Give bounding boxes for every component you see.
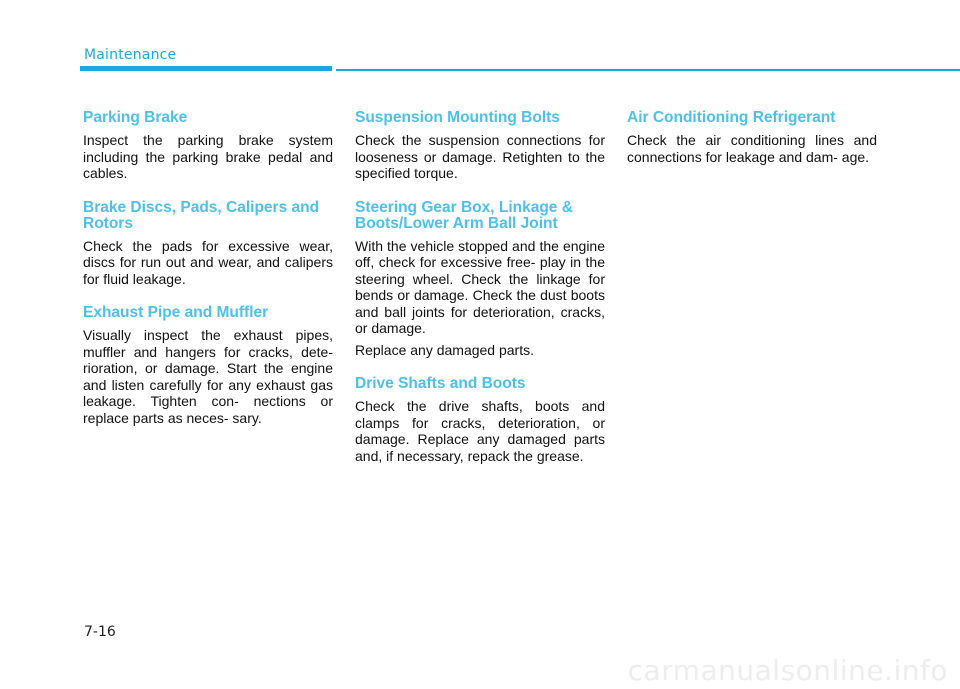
topic-title: Brake Discs, Pads, Calipers and Rotors [83, 198, 320, 232]
header-rule-thin [336, 69, 960, 71]
column-3 [627, 110, 877, 183]
topic-paragraph: Check the pads for excessive wear, discs for run out and wear, and calipers for fluid leakage. [83, 237, 333, 287]
topic-title: Suspension Mounting Bolts [355, 109, 560, 126]
topic-paragraph: Check the air conditioning lines and connections for leakage and dam- age. [627, 132, 877, 165]
topic-steering-gear [355, 200, 605, 359]
header-rule-thick [80, 66, 332, 71]
column-2 [355, 110, 605, 482]
topic-paragraph: Replace any damaged parts. [355, 341, 534, 358]
topic-paragraph: Check the drive shafts, boots and clamps for cracks, deterioration, or damage. Replace any damaged parts and, if necessary, repack the grease. [355, 398, 605, 464]
topic-brake-discs [83, 200, 333, 288]
topic-title: Parking Brake [83, 109, 188, 126]
watermark: carmanualsonline.info [627, 654, 948, 687]
topic-exhaust-pipe [83, 305, 333, 426]
topic-suspension-bolts [355, 110, 605, 182]
topic-ac-refrigerant [627, 110, 877, 165]
topic-title: Exhaust Pipe and Muffler [83, 304, 269, 321]
topic-title: Steering Gear Box, Linkage & Boots/Lower Arm Ball Joint [355, 198, 573, 232]
page-number: 7-16 [84, 624, 116, 640]
topic-title: Drive Shafts and Boots [355, 375, 526, 392]
column-1 [83, 110, 333, 444]
topic-parking-brake [83, 110, 333, 182]
section-label: Maintenance [84, 47, 177, 63]
topic-paragraph: Visually inspect the exhaust pipes, muffler and hangers for cracks, dete- rioration, or damage. Start the engine and listen carefully for any exhaust gas leakage. Tighten con- nections or replace parts as neces- sary. [83, 327, 333, 426]
topic-paragraph: Check the suspension connections for looseness or damage. Retighten to the specified torque. [355, 132, 605, 181]
topic-paragraph: Inspect the parking brake system including the parking brake pedal and cables. [83, 132, 333, 181]
topic-title: Air Conditioning Refrigerant [627, 109, 836, 126]
topic-drive-shafts [355, 376, 605, 464]
topic-paragraph: With the vehicle stopped and the engine off, check for excessive free- play in the steering wheel. Check the linkage for bends or damage. Check the dust boots and ball joints for deterioration, cracks, or damage. [355, 237, 605, 336]
